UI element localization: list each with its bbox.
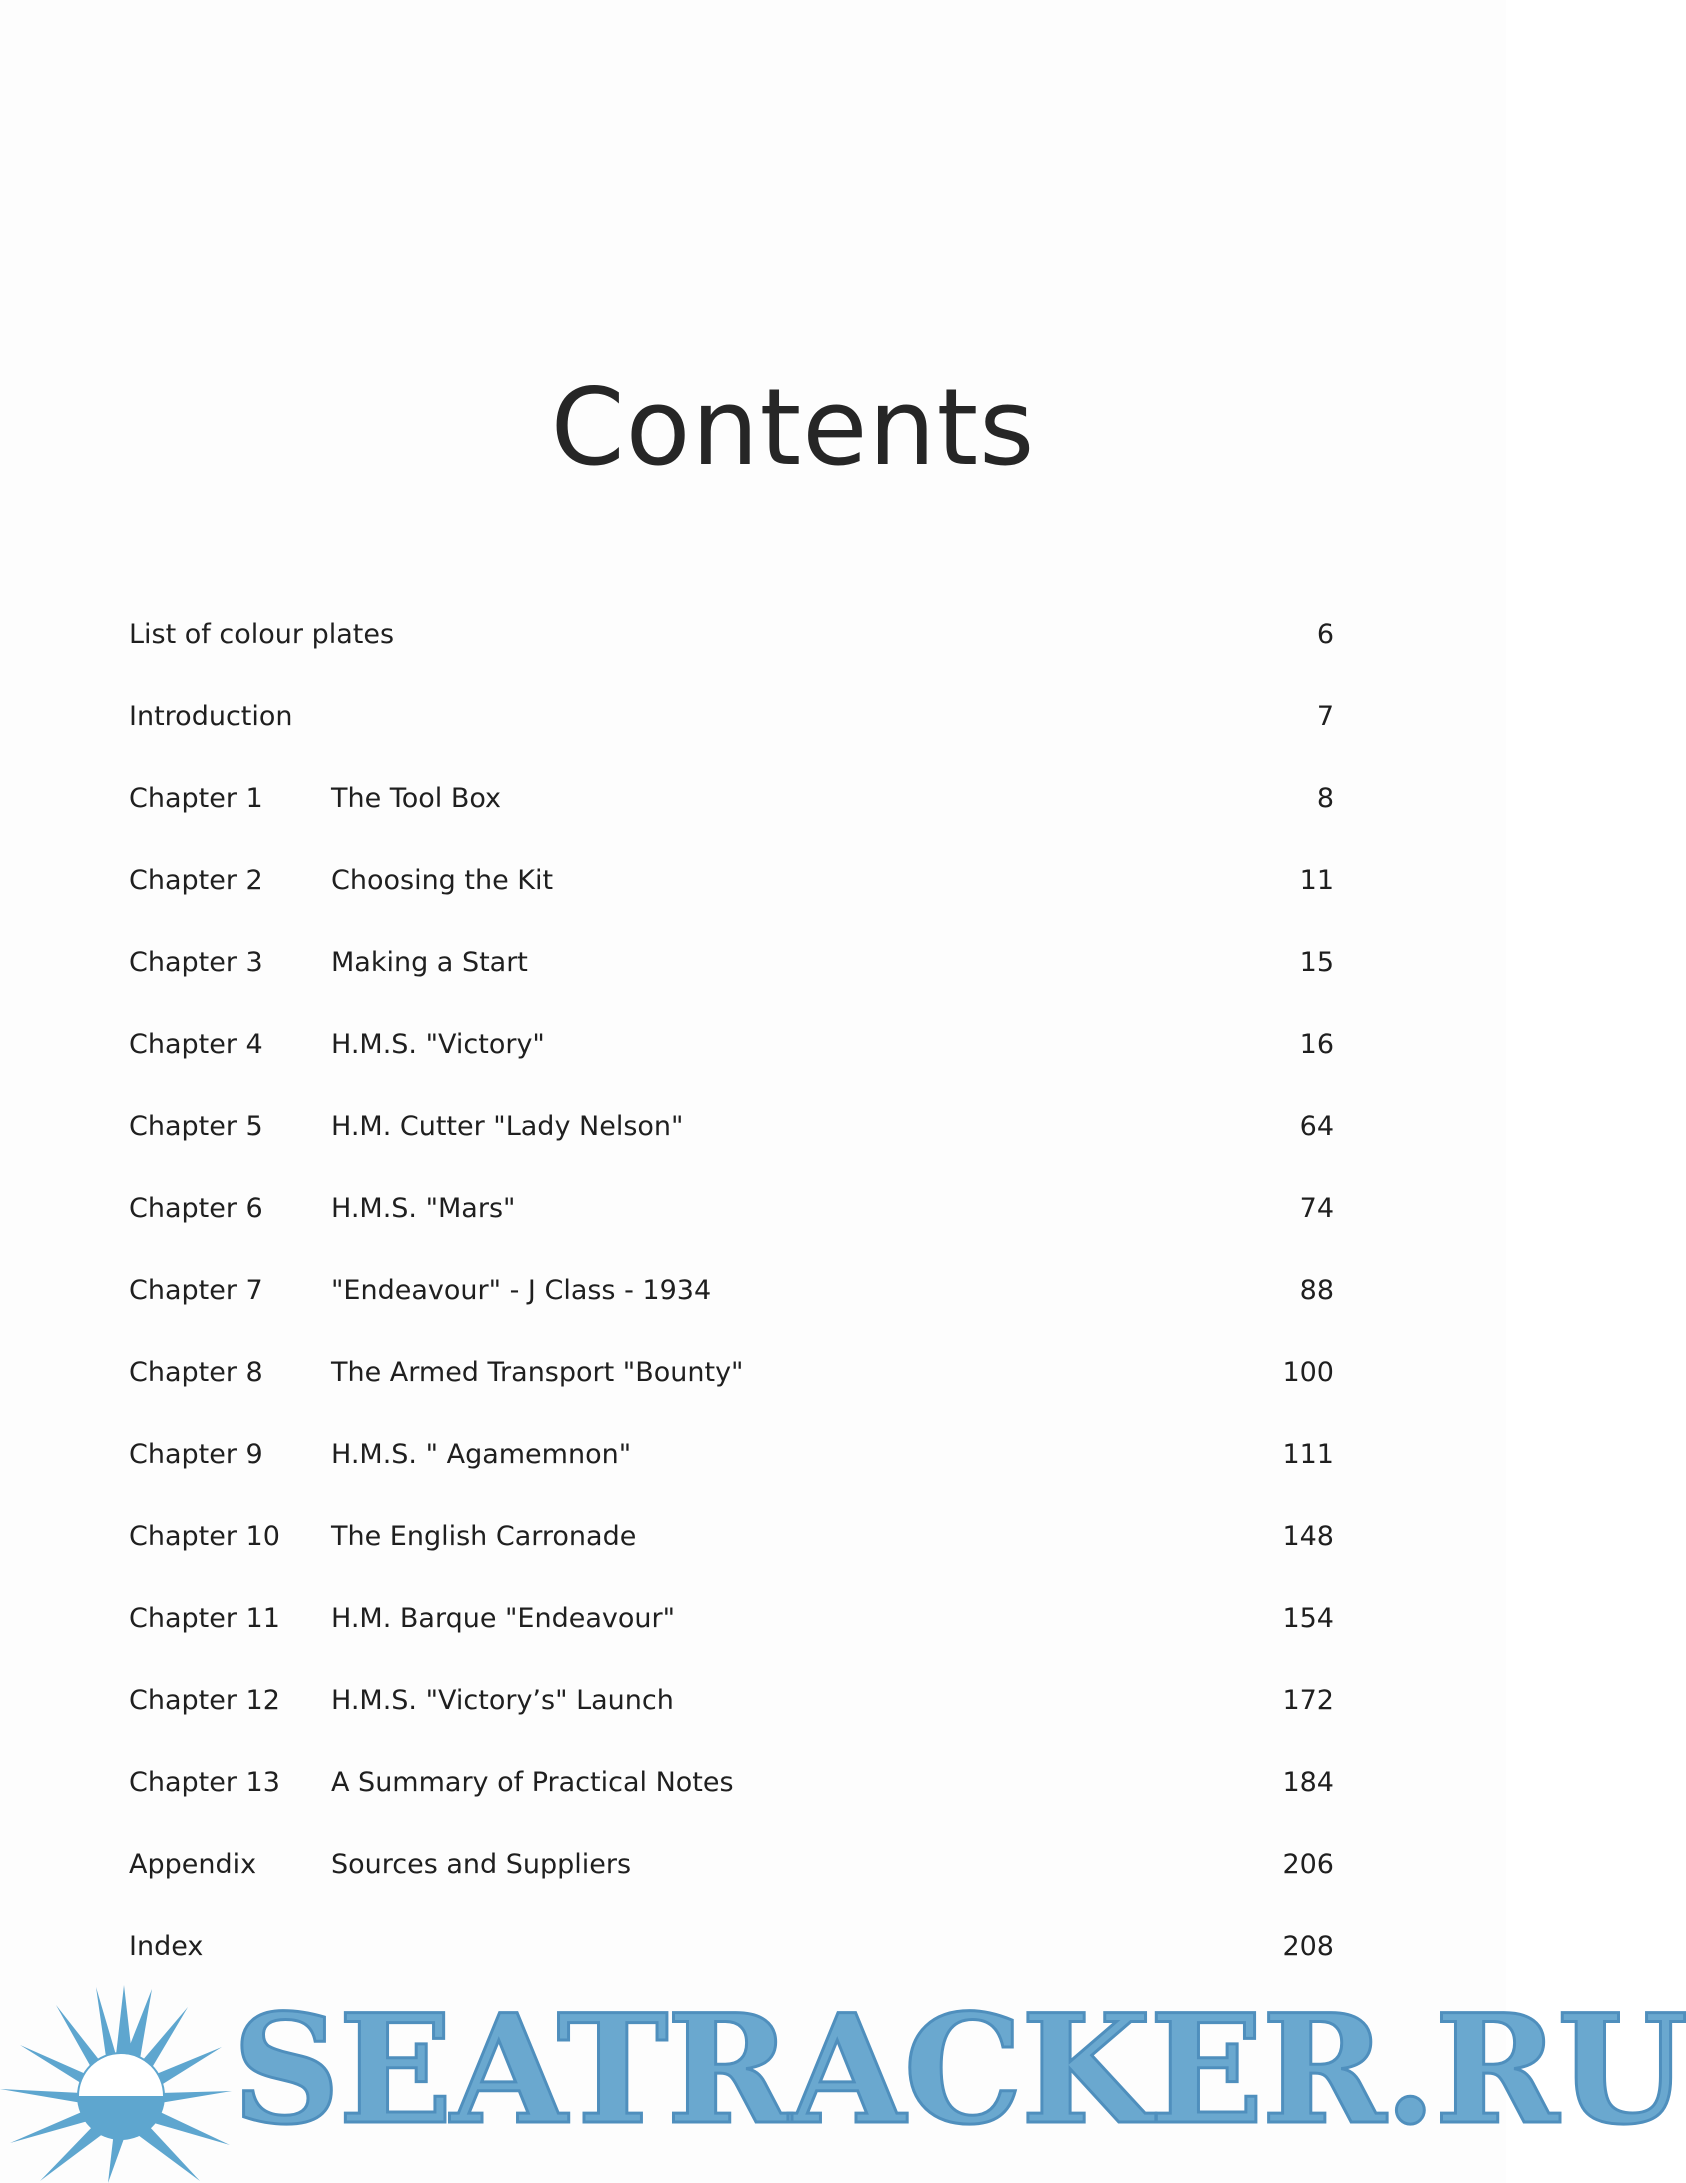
toc-entry-title: A Summary of Practical Notes <box>331 1767 734 1798</box>
toc-entry[interactable] <box>129 1102 1334 1184</box>
toc-entry-title: H.M.S. "Victory" <box>331 1029 545 1060</box>
toc-entry-page: 8 <box>1316 783 1334 814</box>
toc-entry[interactable] <box>129 610 1334 692</box>
toc-entry-title: Making a Start <box>331 947 528 978</box>
toc-entry-label: Chapter 9 <box>129 1439 263 1470</box>
toc-entry[interactable] <box>129 1348 1334 1430</box>
toc-entry-page: 11 <box>1299 865 1334 896</box>
toc-entry-label: Chapter 6 <box>129 1193 263 1224</box>
toc-entry-label: Index <box>129 1931 204 1962</box>
toc-entry-label: Chapter 7 <box>129 1275 263 1306</box>
toc-entry[interactable] <box>129 1840 1334 1922</box>
toc-entry-label: Chapter 8 <box>129 1357 263 1388</box>
toc-entry-title: "Endeavour" - J Class - 1934 <box>331 1275 712 1306</box>
toc-entry[interactable] <box>129 938 1334 1020</box>
toc-entry-label: Chapter 12 <box>129 1685 280 1716</box>
toc-entry-title: The Tool Box <box>331 783 502 814</box>
toc-entry-label: Chapter 11 <box>129 1603 280 1634</box>
toc-entry[interactable] <box>129 692 1334 774</box>
toc-entry-label: Introduction <box>129 701 293 732</box>
toc-entry-page: 154 <box>1282 1603 1334 1634</box>
toc-entry-label: Chapter 5 <box>129 1111 263 1142</box>
toc-entry-label: Chapter 1 <box>129 783 263 814</box>
toc-entry-page: 15 <box>1299 947 1334 978</box>
toc-entry-page: 6 <box>1316 619 1334 650</box>
toc-entry-title: The Armed Transport "Bounty" <box>331 1357 744 1388</box>
toc-entry-page: 16 <box>1299 1029 1334 1060</box>
toc-entry-page: 88 <box>1299 1275 1334 1306</box>
toc-entry[interactable] <box>129 1184 1334 1266</box>
toc-entry-title: Sources and Suppliers <box>331 1849 632 1880</box>
toc-entry-label: Chapter 2 <box>129 865 263 896</box>
toc-entry-page: 100 <box>1282 1357 1334 1388</box>
toc-entry-title: H.M.S. "Mars" <box>331 1193 516 1224</box>
toc-entry-page: 111 <box>1282 1439 1334 1470</box>
toc-entry-page: 184 <box>1282 1767 1334 1798</box>
toc-entry-page: 74 <box>1299 1193 1334 1224</box>
toc-entry-title: H.M. Cutter "Lady Nelson" <box>331 1111 684 1142</box>
toc-entry[interactable] <box>129 1430 1334 1512</box>
toc-entry[interactable] <box>129 1594 1334 1676</box>
toc-entry-label: Chapter 3 <box>129 947 263 978</box>
toc-entry-page: 206 <box>1282 1849 1334 1880</box>
toc-entry-title: H.M.S. " Agamemnon" <box>331 1439 632 1470</box>
toc-entry-page: 172 <box>1282 1685 1334 1716</box>
watermark-text: SEATRACKER.RU <box>232 1982 1686 2158</box>
toc-entry[interactable] <box>129 856 1334 938</box>
toc-entry-title: H.M.S. "Victory’s" Launch <box>331 1685 674 1716</box>
toc-entry[interactable] <box>129 1676 1334 1758</box>
toc-entry-title: H.M. Barque "Endeavour" <box>331 1603 676 1634</box>
table-of-contents <box>129 610 1334 2004</box>
toc-entry-label: Chapter 4 <box>129 1029 263 1060</box>
toc-entry-title: Choosing the Kit <box>331 865 554 896</box>
toc-entry-page: 64 <box>1299 1111 1334 1142</box>
toc-entry-label: Appendix <box>129 1849 257 1880</box>
toc-entry-label: Chapter 13 <box>129 1767 280 1798</box>
toc-entry-label: List of colour plates <box>129 619 395 650</box>
toc-entry[interactable] <box>129 1758 1334 1840</box>
toc-entry-label: Chapter 10 <box>129 1521 280 1552</box>
toc-entry-page: 148 <box>1282 1521 1334 1552</box>
toc-entry-page: 208 <box>1282 1931 1334 1962</box>
toc-entry-title: The English Carronade <box>331 1521 637 1552</box>
sun-icon <box>0 1975 232 2183</box>
toc-entry[interactable] <box>129 774 1334 856</box>
toc-entry-page: 7 <box>1316 701 1334 732</box>
page-title: Contents <box>550 366 1036 489</box>
toc-entry[interactable] <box>129 1020 1334 1102</box>
toc-entry[interactable] <box>129 1512 1334 1594</box>
toc-entry[interactable] <box>129 1266 1334 1348</box>
